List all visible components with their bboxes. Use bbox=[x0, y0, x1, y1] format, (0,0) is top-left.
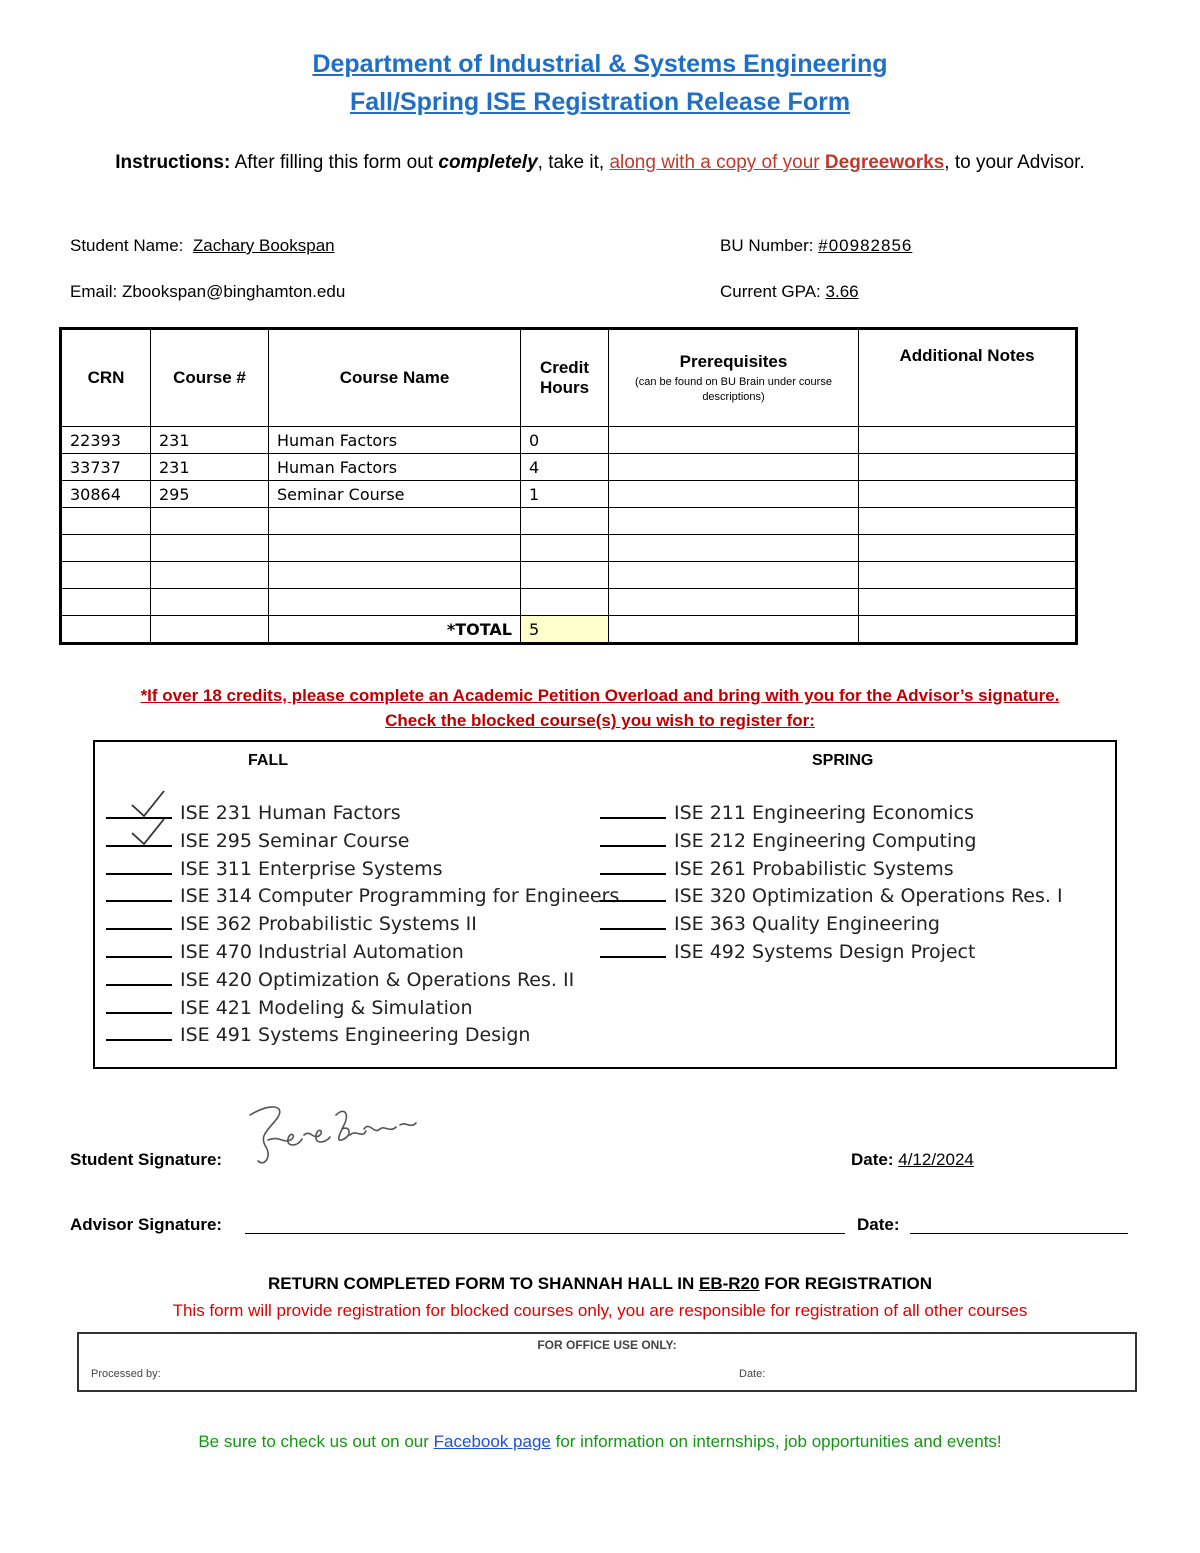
cell-course-number[interactable] bbox=[151, 508, 269, 535]
instructions-label: Instructions: bbox=[115, 152, 231, 173]
header-prerequisites bbox=[609, 329, 859, 427]
instructions-red-a: along with a copy of your bbox=[609, 152, 820, 173]
email-field bbox=[70, 282, 345, 302]
cell-crn[interactable] bbox=[61, 589, 151, 616]
course-label: ISE 420 Optimization & Operations Res. II bbox=[180, 968, 575, 991]
course-check-blank[interactable] bbox=[106, 982, 172, 986]
return-text-a: RETURN COMPLETED FORM TO SHANNAH HALL IN bbox=[268, 1274, 695, 1293]
cell-notes[interactable] bbox=[859, 427, 1077, 454]
office-date-label: Date: bbox=[739, 1368, 766, 1380]
header-course-number: Course # bbox=[151, 329, 269, 427]
course-label: ISE 314 Computer Programming for Engineers bbox=[180, 885, 620, 908]
cell-credits[interactable] bbox=[521, 535, 609, 562]
checkmark-icon bbox=[128, 789, 168, 817]
course-check-blank[interactable] bbox=[106, 871, 172, 875]
facebook-link[interactable]: Facebook page bbox=[433, 1432, 551, 1451]
cell-prerequisites[interactable] bbox=[609, 535, 859, 562]
course-check-blank[interactable] bbox=[600, 815, 666, 819]
course-option[interactable] bbox=[600, 830, 976, 852]
course-check-blank[interactable] bbox=[600, 926, 666, 930]
office-use-box bbox=[77, 1332, 1137, 1392]
checkmark-icon bbox=[128, 817, 168, 845]
processed-by-label: Processed by: bbox=[91, 1368, 161, 1380]
student-date-value[interactable]: 4/12/2024 bbox=[898, 1150, 974, 1169]
course-option[interactable] bbox=[106, 969, 574, 991]
student-name-value[interactable]: Zachary Bookspan bbox=[192, 236, 335, 255]
email-value[interactable]: Zbookspan@binghamton.edu bbox=[121, 282, 346, 301]
cell-credits[interactable]: 0 bbox=[521, 427, 609, 454]
instructions-text-a: After filling this form out bbox=[234, 152, 434, 173]
cell-credits[interactable]: 1 bbox=[521, 481, 609, 508]
overload-warning: *If over 18 credits, please complete an Academic Petition Overload and bring with you for the Advisor’s signature. bbox=[140, 686, 1060, 705]
table-row-empty bbox=[61, 508, 1077, 535]
prerequisites-subtitle: (can be found on BU Brain under course descriptions) bbox=[635, 375, 832, 403]
cell-crn[interactable]: 30864 bbox=[61, 481, 151, 508]
cell-notes[interactable] bbox=[859, 508, 1077, 535]
cell-notes bbox=[859, 616, 1077, 644]
cell-prerequisites[interactable] bbox=[609, 481, 859, 508]
cell-credits[interactable] bbox=[521, 508, 609, 535]
course-label: ISE 211 Engineering Economics bbox=[674, 802, 974, 824]
instructions-degreeworks: Degreeworks bbox=[824, 152, 945, 173]
cell-crn[interactable]: 33737 bbox=[61, 454, 151, 481]
course-label: ISE 492 Systems Design Project bbox=[674, 941, 976, 963]
student-name-field bbox=[70, 236, 335, 256]
cell-course-number[interactable]: 295 bbox=[151, 481, 269, 508]
cell-crn[interactable] bbox=[61, 562, 151, 589]
course-option[interactable] bbox=[600, 913, 940, 935]
form-title: Fall/Spring ISE Registration Release Form bbox=[349, 88, 851, 116]
cell-course-name[interactable] bbox=[269, 589, 521, 616]
course-label: ISE 261 Probabilistic Systems bbox=[674, 857, 954, 880]
cell-prerequisites[interactable] bbox=[609, 589, 859, 616]
cell-course-number[interactable] bbox=[151, 562, 269, 589]
course-option[interactable] bbox=[106, 913, 477, 935]
course-label: ISE 231 Human Factors bbox=[180, 802, 401, 824]
cell-notes[interactable] bbox=[859, 481, 1077, 508]
header-additional-notes: Additional Notes bbox=[859, 329, 1077, 427]
course-check-blank[interactable] bbox=[106, 954, 172, 958]
instructions-text-b: , take it, bbox=[537, 152, 605, 173]
return-instruction bbox=[0, 1274, 1200, 1294]
table-total-row bbox=[61, 616, 1077, 644]
cell-crn[interactable] bbox=[61, 535, 151, 562]
course-option[interactable] bbox=[600, 802, 974, 824]
cell-credits[interactable] bbox=[521, 589, 609, 616]
course-check-blank[interactable] bbox=[600, 871, 666, 875]
footer-message bbox=[0, 1432, 1200, 1452]
cell-prerequisites[interactable] bbox=[609, 454, 859, 481]
table-row bbox=[61, 481, 1077, 508]
office-use-title: FOR OFFICE USE ONLY: bbox=[537, 1338, 677, 1352]
course-label: ISE 212 Engineering Computing bbox=[674, 829, 977, 852]
blocked-courses-note: This form will provide registration for blocked courses only, you are responsible for registration of all other courses bbox=[172, 1301, 1028, 1320]
cell-course-number[interactable]: 231 bbox=[151, 427, 269, 454]
cell-notes[interactable] bbox=[859, 562, 1077, 589]
cell-crn bbox=[61, 616, 151, 644]
cell-prerequisites bbox=[609, 616, 859, 644]
cell-course-number bbox=[151, 616, 269, 644]
course-label: ISE 491 Systems Engineering Design bbox=[180, 1024, 531, 1047]
instructions bbox=[70, 147, 1130, 178]
table-row-empty bbox=[61, 535, 1077, 562]
course-check-blank[interactable] bbox=[106, 1010, 172, 1014]
course-check-blank[interactable] bbox=[106, 926, 172, 930]
cell-prerequisites[interactable] bbox=[609, 508, 859, 535]
course-option[interactable] bbox=[600, 885, 1063, 907]
cell-notes[interactable] bbox=[859, 535, 1077, 562]
total-label: *TOTAL bbox=[269, 616, 521, 644]
student-signature-label: Student Signature: bbox=[70, 1150, 223, 1169]
course-label: ISE 362 Probabilistic Systems II bbox=[180, 913, 477, 936]
advisor-date-line[interactable] bbox=[910, 1233, 1128, 1234]
cell-course-name[interactable] bbox=[269, 535, 521, 562]
student-date-label: Date: bbox=[851, 1150, 894, 1169]
course-option[interactable] bbox=[600, 941, 975, 963]
course-option[interactable] bbox=[106, 885, 619, 907]
spring-heading: SPRING bbox=[812, 752, 874, 769]
gpa-label: Current GPA: bbox=[720, 282, 821, 301]
course-label: ISE 320 Optimization & Operations Res. I bbox=[674, 885, 1063, 908]
footer-text-b: for information on internships, job opportunities and events! bbox=[555, 1432, 1002, 1451]
course-label: ISE 363 Quality Engineering bbox=[674, 913, 940, 936]
course-check-blank[interactable] bbox=[600, 898, 666, 902]
advisor-signature-line[interactable] bbox=[245, 1233, 845, 1234]
course-option[interactable] bbox=[106, 1024, 530, 1046]
footer-text-a: Be sure to check us out on our bbox=[198, 1432, 429, 1451]
table-row bbox=[61, 427, 1077, 454]
cell-course-name[interactable]: Human Factors bbox=[269, 454, 521, 481]
course-option[interactable] bbox=[106, 997, 473, 1019]
bu-number-value[interactable]: #00982856 bbox=[818, 236, 913, 255]
form-title-department: Department of Industrial & Systems Engineering bbox=[312, 50, 888, 78]
header-crn: CRN bbox=[61, 329, 151, 427]
cell-course-number[interactable]: 231 bbox=[151, 454, 269, 481]
cell-notes[interactable] bbox=[859, 454, 1077, 481]
gpa-value[interactable]: 3.66 bbox=[825, 282, 859, 301]
course-option[interactable] bbox=[106, 830, 409, 852]
cell-prerequisites[interactable] bbox=[609, 427, 859, 454]
bu-number-field bbox=[720, 236, 912, 256]
cell-credits[interactable]: 4 bbox=[521, 454, 609, 481]
cell-course-name[interactable] bbox=[269, 562, 521, 589]
course-check-blank[interactable] bbox=[600, 843, 666, 847]
table-row bbox=[61, 454, 1077, 481]
cell-course-name[interactable]: Seminar Course bbox=[269, 481, 521, 508]
instructions-text-c: , to your Advisor. bbox=[944, 152, 1085, 173]
course-label: ISE 295 Seminar Course bbox=[180, 829, 410, 852]
prerequisites-title: Prerequisites bbox=[679, 351, 788, 371]
cell-credits[interactable] bbox=[521, 562, 609, 589]
course-check-blank[interactable] bbox=[106, 843, 172, 847]
course-check-blank[interactable] bbox=[600, 954, 666, 958]
return-room: EB-R20 bbox=[699, 1274, 760, 1293]
cell-course-number[interactable] bbox=[151, 535, 269, 562]
total-credits: 5 bbox=[521, 616, 609, 644]
return-text-b: FOR REGISTRATION bbox=[764, 1274, 932, 1293]
student-name-label: Student Name: bbox=[70, 236, 184, 255]
table-header-row bbox=[61, 329, 1077, 427]
course-label: ISE 311 Enterprise Systems bbox=[180, 857, 443, 880]
email-label: Email: bbox=[70, 282, 118, 301]
fall-heading: FALL bbox=[248, 752, 288, 769]
gpa-field bbox=[720, 282, 859, 302]
cell-crn[interactable] bbox=[61, 508, 151, 535]
student-signature-image bbox=[240, 1095, 430, 1175]
header-credit-hours: Credit Hours bbox=[521, 329, 609, 427]
course-check-blank[interactable] bbox=[106, 898, 172, 902]
course-label: ISE 470 Industrial Automation bbox=[180, 941, 464, 963]
course-label: ISE 421 Modeling & Simulation bbox=[180, 996, 473, 1019]
advisor-date-label: Date: bbox=[857, 1215, 900, 1234]
table-row-empty bbox=[61, 562, 1077, 589]
course-option[interactable] bbox=[600, 858, 954, 880]
cell-course-name[interactable]: Human Factors bbox=[269, 427, 521, 454]
cell-course-number[interactable] bbox=[151, 589, 269, 616]
instructions-emphasis: completely bbox=[438, 152, 538, 173]
course-check-blank[interactable] bbox=[106, 1037, 172, 1041]
course-option[interactable] bbox=[106, 941, 464, 963]
cell-course-name[interactable] bbox=[269, 508, 521, 535]
cell-notes[interactable] bbox=[859, 589, 1077, 616]
table-row-empty bbox=[61, 589, 1077, 616]
advisor-signature-label: Advisor Signature: bbox=[70, 1215, 223, 1234]
cell-prerequisites[interactable] bbox=[609, 562, 859, 589]
course-option[interactable] bbox=[106, 858, 443, 880]
course-table bbox=[59, 327, 1078, 645]
bu-number-label: BU Number: bbox=[720, 236, 814, 255]
cell-crn[interactable]: 22393 bbox=[61, 427, 151, 454]
student-date-field bbox=[851, 1150, 974, 1170]
header-course-name: Course Name bbox=[269, 329, 521, 427]
check-courses-instruction: Check the blocked course(s) you wish to register for: bbox=[385, 711, 815, 730]
